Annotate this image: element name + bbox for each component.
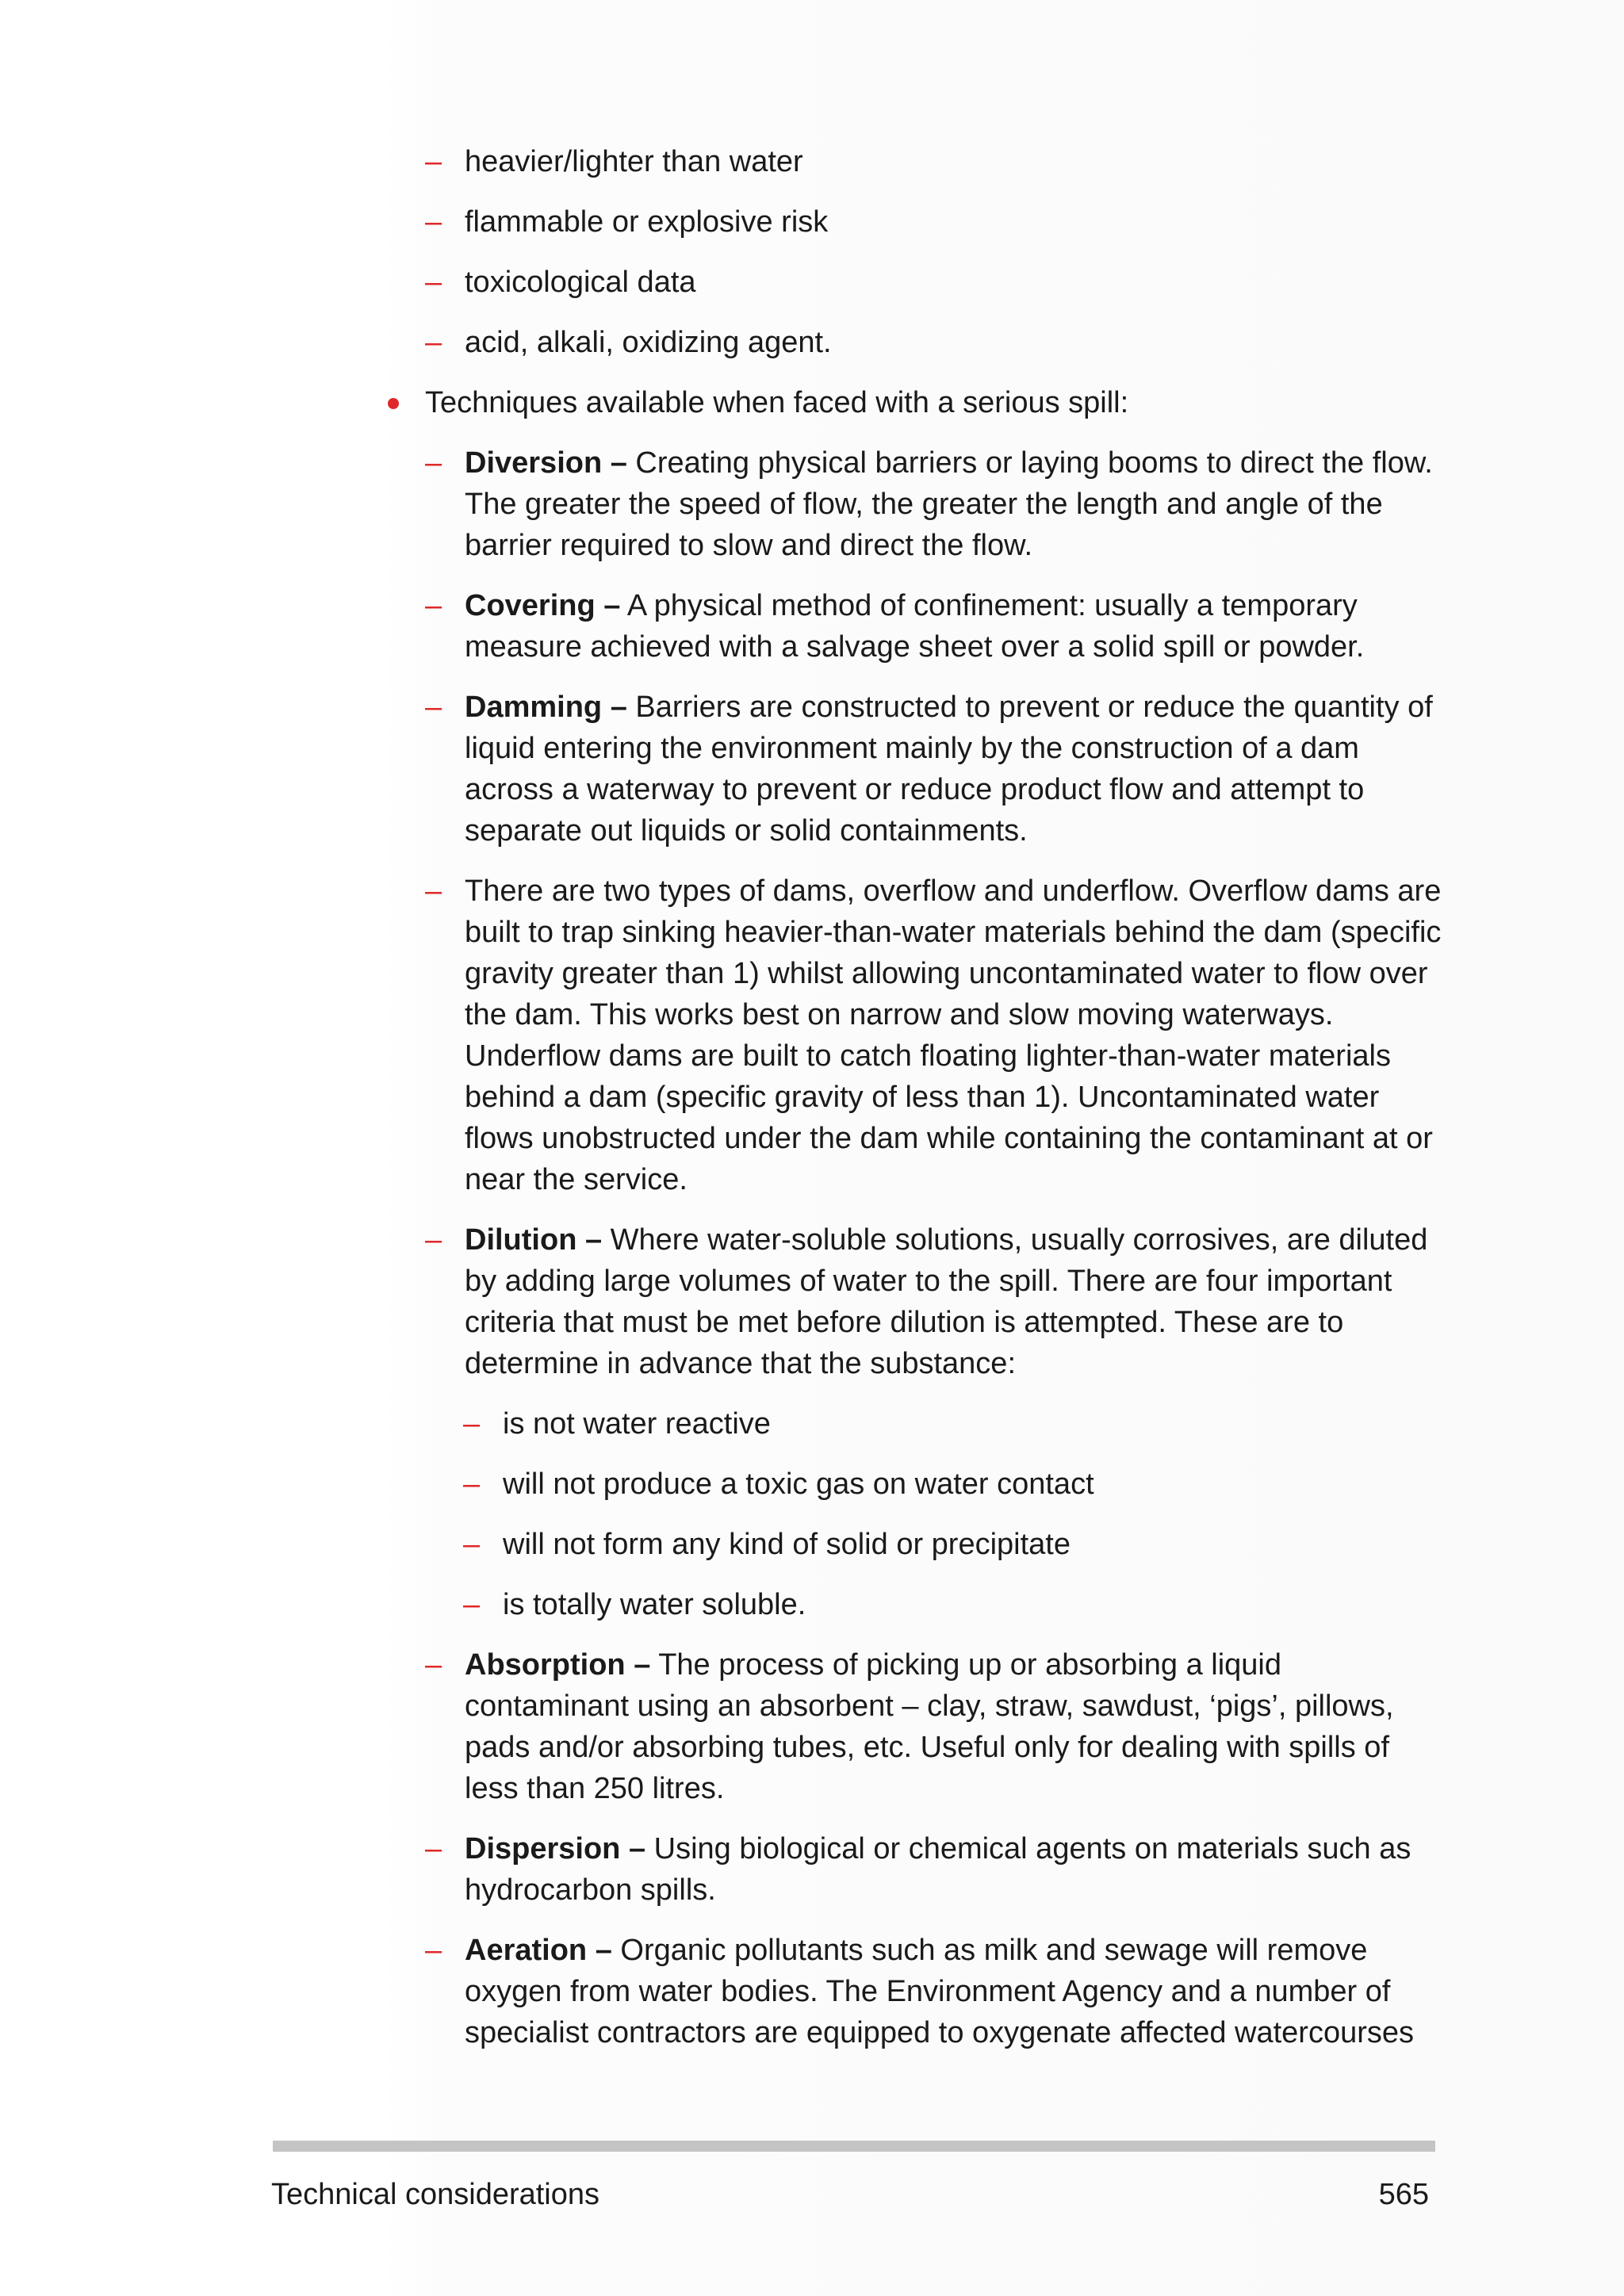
bullet-dot-icon	[388, 398, 399, 409]
sub-list-item	[0, 1828, 1448, 1911]
bullet-item	[0, 382, 1448, 423]
term-label: Dispersion –	[465, 1832, 646, 1866]
item-text: Where water-soluble solutions, usually corrosives, are diluted by adding large volumes of water to the spill. There are four important criteria that must be met before dilution is attempted. These are to determine in advance that the substance:	[465, 1223, 1428, 1380]
item-text: will not produce a toxic gas on water contact	[503, 1468, 1094, 1501]
sub-list-item	[0, 141, 1448, 182]
term-label: Absorption –	[465, 1648, 651, 1682]
sub-list-item	[0, 1219, 1448, 1384]
item-text: Organic pollutants such as milk and sewage will remove oxygen from water bodies. The Environment Agency and a number of specialist contractors are equipped to oxygenate affected watercourses	[465, 1934, 1414, 2049]
sub-list-item	[0, 322, 1448, 363]
item-text: is totally water soluble.	[503, 1588, 806, 1621]
item-text: toxicological data	[465, 266, 696, 299]
sub-list-item	[0, 1644, 1448, 1809]
sub-list-item	[0, 201, 1448, 243]
item-text: Using biological or chemical agents on materials such as hydrocarbon spills.	[465, 1832, 1411, 1907]
sub-sub-list-item	[0, 1524, 1446, 1565]
term-label: Diversion –	[465, 446, 627, 480]
item-text: There are two types of dams, overflow and underflow. Overflow dams are built to trap sinking heavier-than-water materials behind the dam (specific gravity greater than 1) whilst allowing uncontaminated water to flow over the dam. This works best on narrow and slow moving waterways. Underflow dams are built to catch floating lighter-than-water materials behind a dam (specific gravity of less than 1). Uncontaminated water flows unobstructed under the dam while containing the contaminant at or near the service.	[465, 874, 1442, 1196]
sub-list-item	[0, 262, 1448, 303]
item-text: will not form any kind of solid or precipitate	[503, 1528, 1071, 1561]
page-number: 565	[1378, 2178, 1429, 2211]
sub-sub-list-item	[0, 1403, 1446, 1445]
footer-rule	[273, 2141, 1435, 2152]
item-text: flammable or explosive risk	[465, 205, 829, 239]
dash-marker: –	[425, 1832, 442, 1866]
bullet-list	[0, 141, 1624, 2053]
dash-marker: –	[463, 1407, 481, 1441]
item-text: Techniques available when faced with a serious spill:	[425, 386, 1129, 419]
dash-marker: –	[425, 691, 442, 724]
dash-marker: –	[425, 1934, 442, 1967]
footer-section-title: Technical considerations	[271, 2178, 600, 2211]
item-text: acid, alkali, oxidizing agent.	[465, 326, 832, 359]
item-text: The process of picking up or absorbing a liquid contaminant using an absorbent – clay, straw, sawdust, ‘pigs’, pillows, pads and/or absorbing tubes, etc. Useful only for dealing with spills of less than 250 litres.	[465, 1648, 1394, 1805]
item-text: is not water reactive	[503, 1407, 771, 1441]
sub-list-item	[0, 871, 1448, 1200]
dash-marker: –	[425, 205, 442, 239]
dash-marker: –	[425, 1223, 442, 1257]
item-text: Creating physical barriers or laying booms to direct the flow. The greater the speed of flow, the greater the length and angle of the barrier required to slow and direct the flow.	[465, 446, 1433, 562]
sub-sub-list-item	[0, 1584, 1446, 1625]
sub-list-item	[0, 585, 1448, 668]
dash-marker: –	[463, 1528, 481, 1561]
dash-marker: –	[463, 1588, 481, 1621]
dash-marker: –	[425, 446, 442, 480]
term-label: Covering –	[465, 589, 621, 622]
sub-list-item	[0, 442, 1448, 566]
term-label: Aeration –	[465, 1934, 612, 1967]
sub-sub-list-item	[0, 1464, 1446, 1505]
dash-marker: –	[425, 589, 442, 622]
sub-list-item	[0, 687, 1448, 851]
dash-marker: –	[425, 326, 442, 359]
term-label: Dilution –	[465, 1223, 603, 1257]
sub-list-item	[0, 1930, 1448, 2053]
dash-marker: –	[425, 266, 442, 299]
dash-marker: –	[425, 874, 442, 908]
item-text: heavier/lighter than water	[465, 145, 803, 178]
item-text: A physical method of confinement: usually a temporary measure achieved with a salvage sheet over a solid spill or powder.	[465, 589, 1365, 664]
body-content	[0, 141, 1624, 2072]
item-text: Barriers are constructed to prevent or reduce the quantity of liquid entering the environment mainly by the construction of a dam across a waterway to prevent or reduce product flow and attempt to separate out liquids or solid containments.	[465, 691, 1433, 848]
dash-marker: –	[425, 1648, 442, 1682]
dash-marker: –	[425, 145, 442, 178]
dash-marker: –	[463, 1468, 481, 1501]
term-label: Damming –	[465, 691, 627, 724]
